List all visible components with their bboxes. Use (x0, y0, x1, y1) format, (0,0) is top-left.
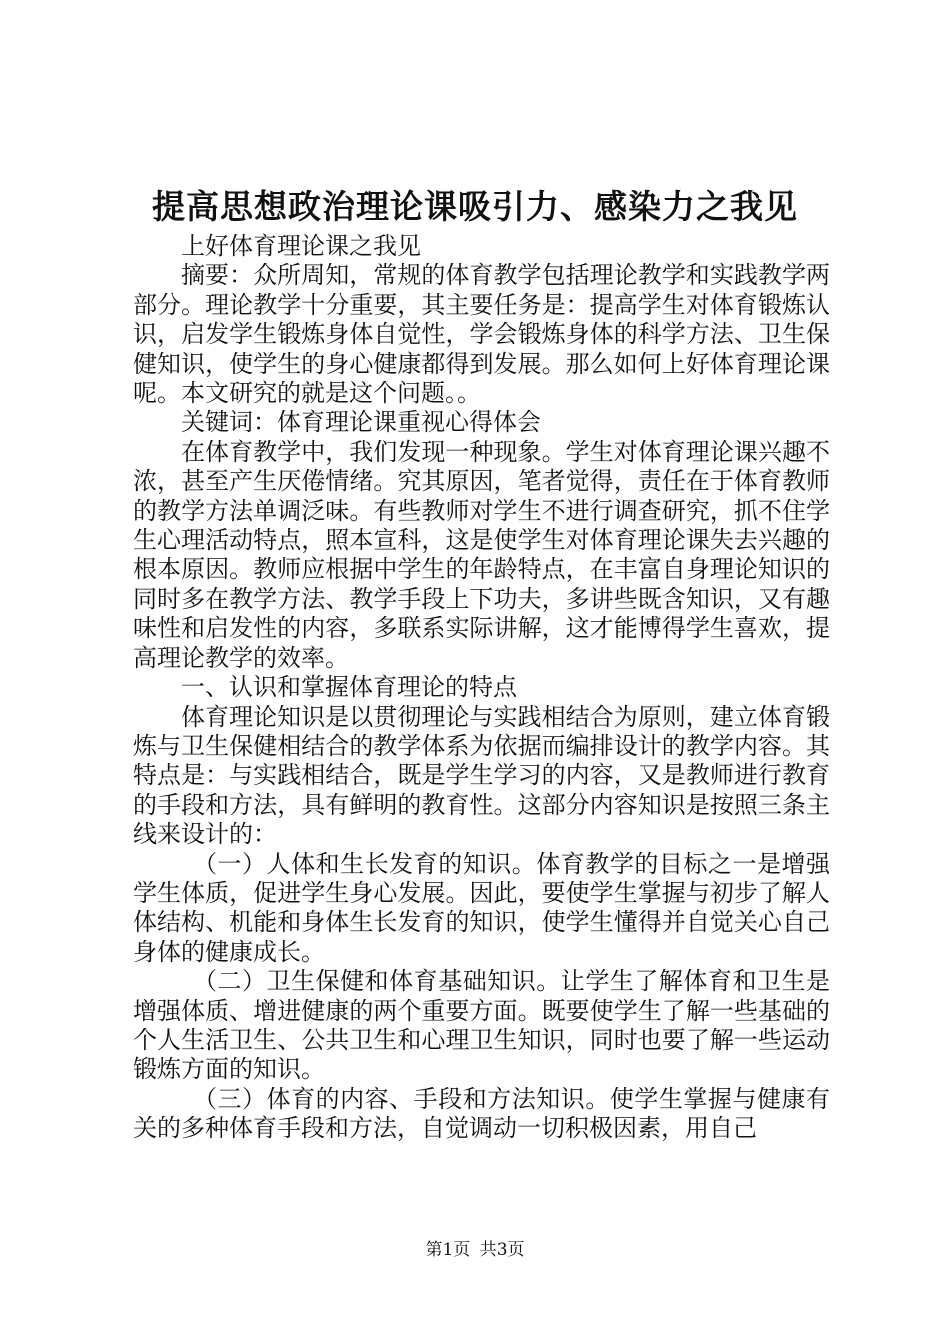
page-footer (0, 1238, 950, 1262)
paragraph-keywords: 关键词：体育理论课重视心得体会 (181, 408, 541, 437)
page-number: 第1页 (425, 1240, 471, 1260)
paragraph-section-1: 体育理论知识是以贯彻理论与实践相结合为原则，建立体育锻炼与卫生保健相结合的教学体系为依据而编排设计的教学内容。其特点是：与实践相结合，既是学生学习的内容，又是教师进行教育的手段和方法，具有鲜明的教育性。这部分内容知识是按照三条主线来设计的： (133, 702, 830, 849)
document-body (133, 232, 830, 1144)
paragraph-intro: 在体育教学中，我们发现一种现象。学生对体育理论课兴趣不浓，甚至产生厌倦情绪。究其原因，笔者觉得，责任在于体育教师的教学方法单调泛味。有些教师对学生不进行调查研究，抓不住学生心理活动特点，照本宣科，这是使学生对体育理论课失去兴趣的根本原因。教师应根据中学生的年龄特点，在丰富自身理论知识的同时多在教学方法、教学手段上下功夫，多讲些既含知识，又有趣味性和启发性的内容，多联系实际讲解，这才能博得学生喜欢，提高理论教学的效率。 (133, 437, 830, 672)
page-total: 共3页 (479, 1240, 525, 1260)
document-title: 提高思想政治理论课吸引力、感染力之我见 (152, 187, 798, 226)
paragraph-subtitle: 上好体育理论课之我见 (181, 232, 421, 260)
section-heading-1: 一、认识和掌握体育理论的特点 (181, 673, 517, 702)
subsection-2: （二）卫生保健和体育基础知识。让学生了解体育和卫生是增强体质、增进健康的两个重要方面。既要使学生了解一些基础的个人生活卫生、公共卫生和心理卫生知识，同时也要了解一些运动锻炼方面的知识。 (133, 967, 830, 1084)
paragraph-abstract: 摘要：众所周知，常规的体育教学包括理论教学和实践教学两部分。理论教学十分重要，其主要任务是：提高学生对体育锻炼认识，启发学生锻炼身体自觉性，学会锻炼身体的科学方法、卫生保健知识，使学生的身心健康都得到发展。那么如何上好体育理论课呢。本文研究的就是这个问题。。 (133, 261, 830, 408)
subsection-1: （一）人体和生长发育的知识。体育教学的目标之一是增强学生体质，促进学生身心发展。因此，要使学生掌握与初步了解人体结构、机能和身体生长发育的知识，使学生懂得并自觉关心自己身体的健康成长。 (133, 849, 830, 966)
subsection-3: （三）体育的内容、手段和方法知识。使学生掌握与健康有关的多种体育手段和方法，自觉调动一切积极因素，用自己 (133, 1084, 830, 1143)
